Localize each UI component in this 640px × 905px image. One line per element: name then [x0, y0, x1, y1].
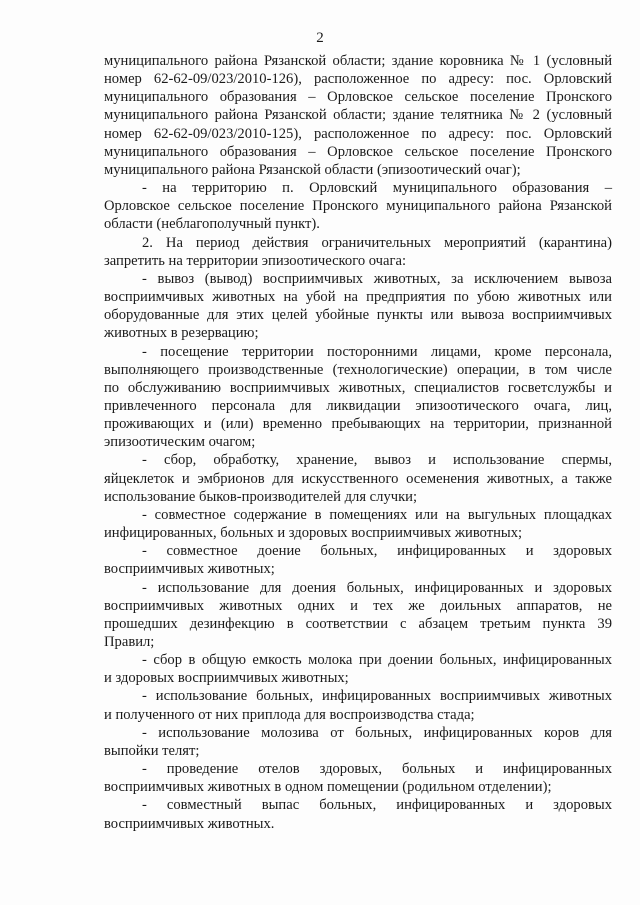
text-line: Правил; — [104, 634, 155, 650]
text-line: животных в резервацию; — [104, 325, 259, 342]
document-paragraph — [104, 343, 612, 452]
text-line: прошедших дезинфекцию в соответствии с абзацем третьим пункта 39 — [104, 615, 612, 632]
document-paragraph — [104, 179, 612, 233]
text-line: муниципального района Рязанской области; здание телятника № 2 (условный — [104, 107, 612, 124]
text-line: - сбор в общую емкость молока при доении больных, инфицированных — [142, 652, 612, 669]
text-line: - использование для доения больных, инфицированных и здоровых — [142, 579, 612, 596]
document-paragraph — [104, 506, 612, 542]
text-line: номер 62-62-09/023/2010-125), расположенное по адресу: пос. Орловский — [104, 125, 612, 142]
text-line: восприимчивых животных в одном помещении (родильном отделении); — [104, 779, 552, 796]
text-line: привлеченного персонала для ликвидации эпизоотического очага, лиц, — [104, 397, 612, 414]
document-paragraph — [104, 451, 612, 505]
text-line: - на территорию п. Орловский муниципального образования – — [142, 180, 612, 197]
text-line: Орловское сельское поселение Пронского муниципального района Рязанской — [104, 198, 612, 215]
text-line: восприимчивых животных. — [104, 815, 275, 832]
text-line: проживающих и (или) временно пребывающих на территории, признанной — [104, 416, 612, 433]
text-line: восприимчивых животных; — [104, 561, 275, 578]
text-line: восприимчивых животных на убой на предприятия по убою животных или — [104, 289, 612, 306]
text-line: выполняющего производственные (технологические) операции, в том числе — [104, 361, 612, 378]
page-number: 2 — [316, 30, 324, 46]
document-paragraph — [104, 796, 612, 832]
text-line: области (неблагополучный пункт). — [104, 216, 320, 233]
document-paragraph — [104, 270, 612, 343]
text-line: муниципального образования – Орловское сельское поселение Пронского — [104, 89, 612, 106]
text-line: - сбор, обработку, хранение, вывоз и использование спермы, — [142, 452, 612, 469]
text-line: использование быков-производителей для случки; — [104, 488, 418, 505]
text-line: - проведение отелов здоровых, больных и инфицированных — [142, 761, 612, 778]
document-paragraph — [104, 52, 612, 179]
text-line: номер 62-62-09/023/2010-126), расположенное по адресу: пос. Орловский — [104, 71, 612, 88]
text-line: - вывоз (вывод) восприимчивых животных, за исключением вывоза — [142, 270, 612, 287]
document-paragraph — [104, 724, 612, 760]
document-paragraph — [104, 542, 612, 578]
text-line: и полученного от них приплода для воспроизводства стада; — [104, 706, 475, 723]
text-line: муниципального района Рязанской области; здание коровника № 1 (условный — [104, 53, 612, 69]
document-paragraph — [104, 234, 612, 270]
document-paragraph — [104, 651, 612, 687]
document-paragraph — [104, 579, 612, 652]
text-line: муниципального образования – Орловское сельское поселение Пронского — [104, 143, 612, 160]
text-line: инфицированных, больных и здоровых восприимчивых животных; — [104, 525, 523, 542]
text-line: выпойки телят; — [104, 742, 200, 759]
text-line: и здоровых восприимчивых животных; — [104, 670, 349, 687]
text-line: эпизоотическим очагом; — [104, 434, 256, 451]
text-line: восприимчивых животных одних и тех же доильных аппаратов, не — [104, 597, 612, 614]
text-line: яйцеклеток и эмбрионов для искусственного осеменения животных, а также — [104, 470, 612, 487]
text-line: - совместное доение больных, инфицированных и здоровых — [142, 543, 612, 560]
text-line: муниципального района Рязанской области (эпизоотический очаг); — [104, 161, 521, 178]
text-line: - посещение территории посторонними лицами, кроме персонала, — [142, 343, 612, 360]
text-line: 2. На период действия ограничительных мероприятий (карантина) — [142, 234, 612, 251]
text-line: - совместное содержание в помещениях или на выгульных площадках — [142, 506, 612, 523]
text-line: - совместный выпас больных, инфицированных и здоровых — [142, 797, 612, 814]
document-body — [104, 52, 612, 833]
document-paragraph — [104, 687, 612, 723]
text-line: по обслуживанию восприимчивых животных, специалистов госветслужбы и — [104, 379, 612, 396]
text-line: - использование молозива от больных, инфицированных коров для — [142, 724, 612, 741]
document-paragraph — [104, 760, 612, 796]
text-line: - использование больных, инфицированных восприимчивых животных — [142, 688, 612, 705]
text-line: запретить на территории эпизоотического очага: — [104, 252, 407, 269]
text-line: оборудованные для этих целей убойные пункты или вывоза восприимчивых — [104, 307, 612, 324]
